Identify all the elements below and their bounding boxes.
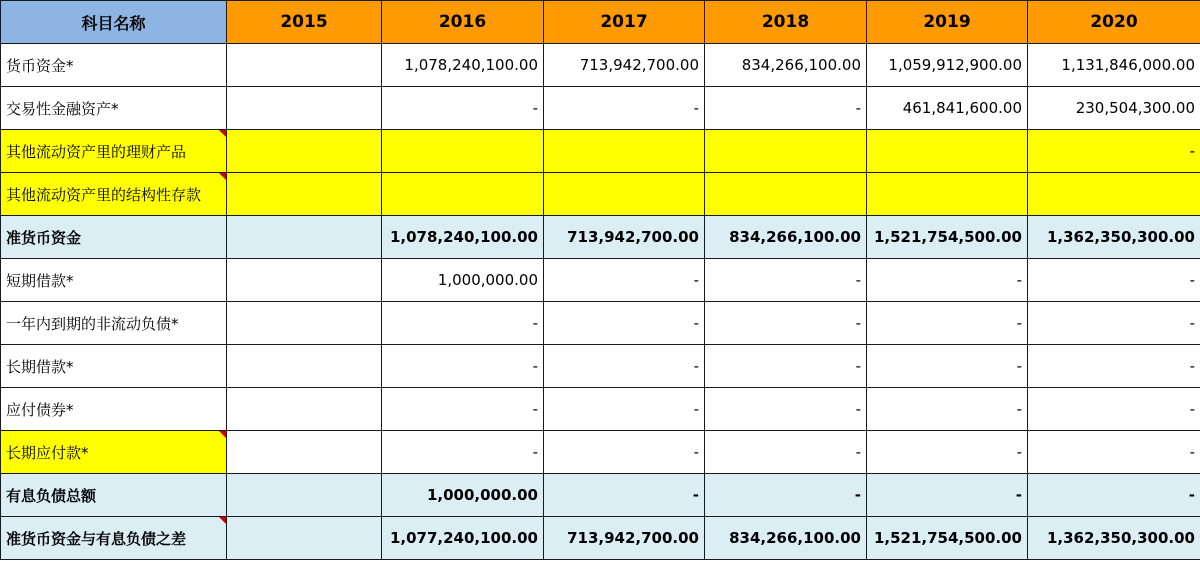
header-name-cell[interactable]: 科目名称 (1, 1, 227, 44)
value-cell[interactable] (227, 302, 382, 345)
value-cell[interactable]: - (867, 431, 1028, 474)
value-cell[interactable]: - (705, 345, 867, 388)
table-row (1, 302, 1200, 345)
value-cell[interactable]: 834,266,100.00 (705, 216, 867, 259)
value-cell[interactable]: 834,266,100.00 (705, 517, 867, 560)
value-cell[interactable]: - (544, 302, 705, 345)
value-cell[interactable] (227, 474, 382, 517)
value-cell[interactable] (227, 517, 382, 560)
row-label-text: 长期应付款* (6, 443, 89, 462)
header-year-cell[interactable]: 2020 (1028, 1, 1200, 44)
value-cell[interactable]: - (382, 302, 544, 345)
value-cell[interactable] (227, 130, 382, 173)
row-label-cell[interactable]: 应付债券* (1, 388, 227, 431)
value-cell[interactable]: - (705, 302, 867, 345)
value-cell[interactable]: 1,077,240,100.00 (382, 517, 544, 560)
value-cell[interactable]: - (1028, 130, 1200, 173)
value-cell[interactable]: - (1028, 474, 1200, 517)
value-cell[interactable]: - (867, 388, 1028, 431)
value-cell[interactable]: - (382, 431, 544, 474)
value-cell[interactable]: 713,942,700.00 (544, 216, 705, 259)
value-cell[interactable]: 461,841,600.00 (867, 87, 1028, 130)
table-row (1, 431, 1200, 474)
value-cell[interactable] (227, 44, 382, 87)
table-row (1, 216, 1200, 259)
value-cell[interactable] (705, 173, 867, 216)
value-cell[interactable] (382, 173, 544, 216)
value-cell[interactable] (867, 130, 1028, 173)
value-cell[interactable]: 1,521,754,500.00 (867, 517, 1028, 560)
table-row (1, 517, 1200, 560)
value-cell[interactable] (1028, 173, 1200, 216)
value-cell[interactable]: 1,000,000.00 (382, 259, 544, 302)
value-cell[interactable]: - (1028, 302, 1200, 345)
value-cell[interactable]: - (705, 431, 867, 474)
comment-flag-icon[interactable] (219, 431, 226, 438)
row-label-cell[interactable]: 准货币资金 (1, 216, 227, 259)
value-cell[interactable]: 230,504,300.00 (1028, 87, 1200, 130)
value-cell[interactable]: - (544, 259, 705, 302)
header-year-cell[interactable]: 2019 (867, 1, 1028, 44)
value-cell[interactable]: - (705, 474, 867, 517)
value-cell[interactable]: - (544, 87, 705, 130)
table-row (1, 388, 1200, 431)
value-cell[interactable] (227, 345, 382, 388)
value-cell[interactable]: - (867, 345, 1028, 388)
value-cell[interactable] (705, 130, 867, 173)
header-year-cell[interactable]: 2016 (382, 1, 544, 44)
value-cell[interactable]: - (382, 388, 544, 431)
value-cell[interactable]: 1,078,240,100.00 (382, 44, 544, 87)
value-cell[interactable]: 713,942,700.00 (544, 44, 705, 87)
table-row (1, 474, 1200, 517)
row-label-text: 准货币资金与有息负债之差 (6, 529, 187, 548)
value-cell[interactable] (227, 216, 382, 259)
comment-flag-icon[interactable] (219, 173, 226, 180)
value-cell[interactable] (382, 130, 544, 173)
table-row (1, 130, 1200, 173)
value-cell[interactable]: - (1028, 259, 1200, 302)
row-label-text: 其他流动资产里的理财产品 (6, 142, 187, 161)
value-cell[interactable]: - (544, 431, 705, 474)
value-cell[interactable]: 1,362,350,300.00 (1028, 517, 1200, 560)
value-cell[interactable]: - (705, 259, 867, 302)
value-cell[interactable]: - (1028, 431, 1200, 474)
value-cell[interactable]: - (1028, 345, 1200, 388)
value-cell[interactable]: - (382, 345, 544, 388)
row-label-cell[interactable] (1, 130, 227, 173)
table-row (1, 173, 1200, 216)
table-row (1, 87, 1200, 130)
value-cell[interactable]: - (867, 259, 1028, 302)
value-cell[interactable] (227, 259, 382, 302)
value-cell[interactable]: 1,131,846,000.00 (1028, 44, 1200, 87)
value-cell[interactable] (227, 431, 382, 474)
value-cell[interactable]: - (544, 474, 705, 517)
value-cell[interactable]: - (867, 474, 1028, 517)
table-row (1, 259, 1200, 302)
row-label-text: 其他流动资产里的结构性存款 (6, 185, 202, 204)
value-cell[interactable] (544, 173, 705, 216)
row-label-cell[interactable]: 短期借款* (1, 259, 227, 302)
row-label-cell[interactable] (1, 517, 227, 560)
table-row (1, 345, 1200, 388)
row-label-cell[interactable] (1, 431, 227, 474)
comment-flag-icon[interactable] (219, 517, 226, 524)
value-cell[interactable] (544, 130, 705, 173)
header-row (1, 1, 1200, 44)
value-cell[interactable]: 834,266,100.00 (705, 44, 867, 87)
comment-flag-icon[interactable] (219, 130, 226, 137)
header-year-cell[interactable]: 2015 (227, 1, 382, 44)
value-cell[interactable]: - (544, 345, 705, 388)
row-label-cell[interactable]: 长期借款* (1, 345, 227, 388)
header-year-cell[interactable]: 2018 (705, 1, 867, 44)
value-cell[interactable]: 1,078,240,100.00 (382, 216, 544, 259)
value-cell[interactable]: - (867, 302, 1028, 345)
value-cell[interactable]: 1,059,912,900.00 (867, 44, 1028, 87)
row-label-cell[interactable]: 货币资金* (1, 44, 227, 87)
row-label-cell[interactable] (1, 173, 227, 216)
value-cell[interactable]: - (382, 87, 544, 130)
value-cell[interactable]: 1,362,350,300.00 (1028, 216, 1200, 259)
header-year-cell[interactable]: 2017 (544, 1, 705, 44)
value-cell[interactable]: - (705, 388, 867, 431)
row-label-cell[interactable]: 一年内到期的非流动负债* (1, 302, 227, 345)
table-row (1, 44, 1200, 87)
value-cell[interactable]: - (1028, 388, 1200, 431)
value-cell[interactable]: - (544, 388, 705, 431)
value-cell[interactable] (227, 87, 382, 130)
value-cell[interactable] (227, 173, 382, 216)
value-cell[interactable]: 1,000,000.00 (382, 474, 544, 517)
value-cell[interactable] (227, 388, 382, 431)
value-cell[interactable] (867, 173, 1028, 216)
value-cell[interactable]: 1,521,754,500.00 (867, 216, 1028, 259)
value-cell[interactable]: - (705, 87, 867, 130)
row-label-cell[interactable]: 交易性金融资产* (1, 87, 227, 130)
row-label-cell[interactable]: 有息负债总额 (1, 474, 227, 517)
value-cell[interactable]: 713,942,700.00 (544, 517, 705, 560)
